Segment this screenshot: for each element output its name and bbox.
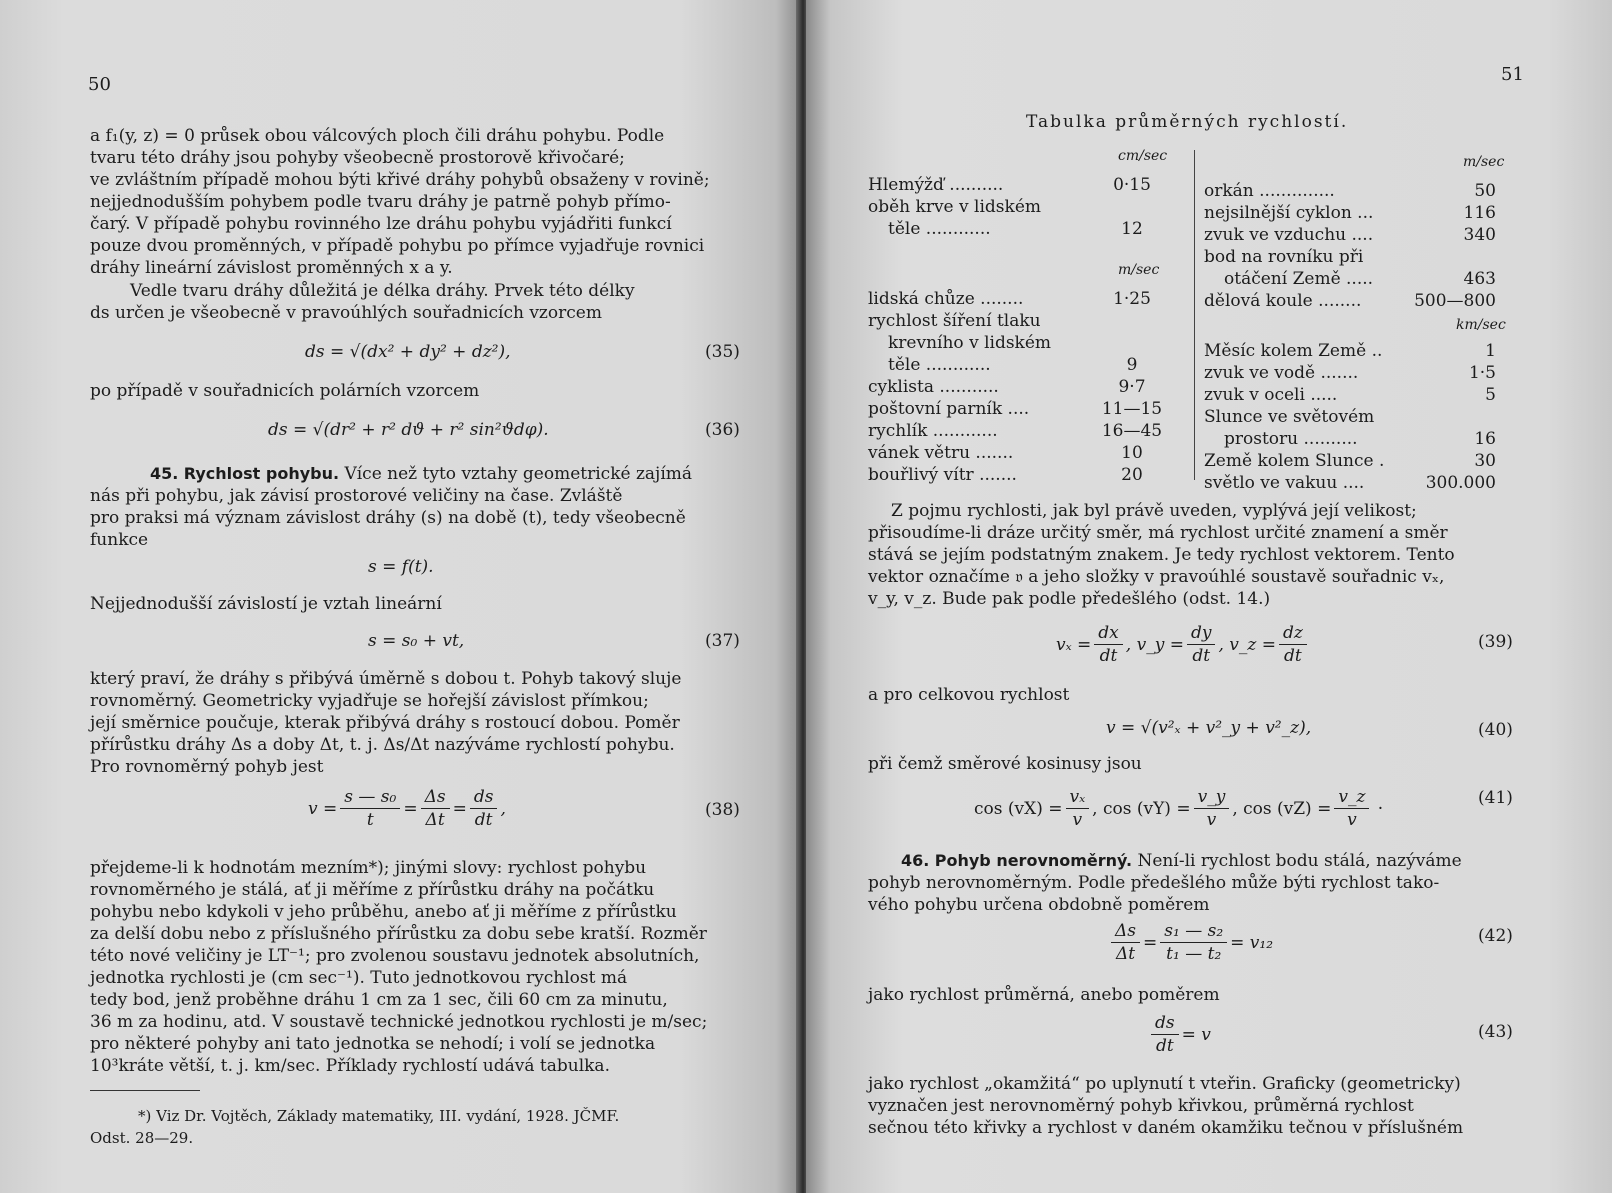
text-line: při čemž směrové kosinusy jsou bbox=[868, 754, 1142, 774]
text-line: Z pojmu rychlosti, jak byl právě uveden, vyplývá její velikost; bbox=[891, 501, 1417, 521]
denominator: dt bbox=[474, 810, 493, 830]
equation-number: (41) bbox=[1478, 788, 1513, 808]
denominator: dt bbox=[1155, 1036, 1174, 1056]
table-row-label: těle ............ bbox=[888, 219, 991, 239]
text-line: funkce bbox=[90, 530, 149, 550]
eq-term: cos (vZ) = bbox=[1243, 798, 1332, 819]
unit-label: km/sec bbox=[1456, 317, 1506, 333]
equation-39: vₓ = $\frac{dx}{dt}$ , v_y = $\frac{dy}{dt}$ , v_z = $\frac{dz}{dt}$ bbox=[1056, 622, 1310, 667]
table-row-value: 30 bbox=[1474, 451, 1496, 471]
table-row-label: těle ............ bbox=[888, 355, 991, 375]
table-row-label: Slunce ve světovém bbox=[1204, 407, 1375, 427]
section-text: Není-li rychlost bodu stálá, nazýváme bbox=[1137, 851, 1462, 871]
table-row-label: poštovní parník .... bbox=[868, 399, 1030, 419]
numerator: Δs bbox=[1111, 920, 1140, 943]
denominator: v bbox=[1347, 810, 1357, 830]
numerator: dz bbox=[1279, 622, 1307, 645]
fraction bbox=[1194, 786, 1230, 831]
table-row-label: orkán .............. bbox=[1204, 181, 1335, 201]
table-row-value: 1·5 bbox=[1468, 363, 1496, 383]
section-heading-45 bbox=[150, 463, 692, 485]
table-row-label: rychlík ............ bbox=[868, 421, 998, 441]
text-line: ds určen je všeobecně v pravoúhlých souřadnicích vzorcem bbox=[90, 303, 602, 323]
footnote-line: *) Viz Dr. Vojtěch, Základy matematiky, III. vydání, 1928. JČMF. bbox=[138, 1107, 620, 1125]
equation-41: cos (vX) = $\frac{\text{vₓ}}{v}$ , cos (vY) = $\frac{v\_y}{v}$ , cos (vZ) = $\frac{v\_z}{v}$ · bbox=[974, 787, 1384, 830]
text-line: jako rychlost „okamžitá“ po uplynutí t vteřin. Graficky (geometricky) bbox=[868, 1074, 1461, 1094]
text-line: přisoudíme-li dráze určitý směr, má rychlost určité znamení a směr bbox=[868, 523, 1448, 543]
text-line: pohyb nerovnoměrným. Podle předešlého může býti rychlost tako- bbox=[868, 873, 1440, 893]
table-row-value: 16 bbox=[1474, 429, 1496, 449]
table-row-label: nejsilnější cyklon ... bbox=[1204, 203, 1374, 223]
left-page bbox=[0, 0, 800, 1193]
footnote-line: Odst. 28—29. bbox=[90, 1129, 194, 1147]
table-row-value: 1·25 bbox=[1113, 289, 1151, 309]
text-line: Vedle tvaru dráhy důležitá je délka dráhy. Prvek této délky bbox=[130, 281, 635, 301]
eq-term: v_z = bbox=[1229, 634, 1276, 655]
table-row-label: oběh krve v lidském bbox=[868, 197, 1041, 217]
table-row-label: otáčení Země ..... bbox=[1224, 269, 1374, 289]
footnote-rule bbox=[90, 1090, 200, 1091]
table-row-label: světlo ve vakuu .... bbox=[1204, 473, 1365, 493]
eq-term: v_y = bbox=[1136, 634, 1184, 655]
text-line: pohybu nebo kdykoli v jeho průběhu, anebo ať ji měříme z přírůstku bbox=[90, 902, 677, 922]
denominator: dt bbox=[1192, 646, 1211, 666]
text-line: jednotka rychlosti je (cm sec⁻¹). Tuto jednotkovou rychlost má bbox=[90, 968, 628, 988]
table-title: Tabulka průměrných rychlostí. bbox=[1026, 112, 1349, 132]
table-row-label: lidská chůze ........ bbox=[868, 289, 1024, 309]
equation-number: (42) bbox=[1478, 926, 1513, 946]
denominator: v bbox=[1072, 810, 1083, 830]
fraction bbox=[1151, 1012, 1179, 1057]
denominator: dt bbox=[1284, 646, 1302, 666]
section-title: Rychlost pohybu. bbox=[183, 464, 340, 483]
fraction bbox=[340, 786, 400, 831]
denominator: t₁ — t₂ bbox=[1166, 944, 1222, 964]
eq-term: cos (vY) = bbox=[1102, 798, 1191, 819]
text-line: a pro celkovou rychlost bbox=[868, 685, 1070, 705]
table-row-label: zvuk ve vodě ....... bbox=[1204, 363, 1359, 383]
section-heading-46 bbox=[901, 850, 1462, 872]
numerator: Δs bbox=[421, 786, 450, 809]
eq-term: = v₁₂ bbox=[1230, 932, 1274, 953]
text-line: pro některé pohyby ani tato jednotka se nehodí; i volí se jednotka bbox=[90, 1034, 656, 1054]
fraction bbox=[1279, 622, 1307, 667]
text-line: dráhy lineární závislost proměnných x a y. bbox=[90, 258, 453, 278]
equation-number: (37) bbox=[705, 631, 740, 651]
table-row-value: 9·7 bbox=[1118, 377, 1146, 397]
text-line: nejjednodušším pohybem podle tvaru dráhy je patrně pohyb přímo- bbox=[90, 192, 671, 212]
text-line: tedy bod, jenž proběhne dráhu 1 cm za 1 sec, čili 60 cm za minutu, bbox=[90, 990, 668, 1010]
eq-term: cos (vX) = bbox=[974, 798, 1063, 819]
text-line: této nové veličiny je LT⁻¹; pro zvolenou soustavu jednotek absolutních, bbox=[90, 946, 700, 966]
denominator: Δt bbox=[1115, 944, 1136, 964]
equation-40: v = √(v²ₓ + v²_y + v²_z), bbox=[1106, 718, 1312, 738]
numerator: s — s₀ bbox=[340, 786, 400, 809]
table-row-label: zvuk v oceli ..... bbox=[1204, 385, 1338, 405]
table-row-value: 463 bbox=[1463, 269, 1496, 289]
equation-42: $\frac{\Delta s}{\Delta t}$ = $\frac{\text{s₁ — s₂}}{\text{t₁ — t₂}}$ = v₁₂ bbox=[1108, 920, 1273, 965]
section-text: Více než tyto vztahy geometrické zajímá bbox=[344, 464, 693, 484]
table-row-value: 20 bbox=[1121, 465, 1143, 485]
table-row-label: rychlost šíření tlaku bbox=[868, 311, 1041, 331]
equation-35: ds = √(dx² + dy² + dz²), bbox=[305, 342, 511, 362]
table-row-label: bouřlivý vítr ....... bbox=[868, 465, 1017, 485]
equation-38: v = $\frac{\text{s — s₀}}{t}$ = $\frac{\Delta s}{\Delta t}$ = $\frac{ds}{dt}$ , bbox=[308, 787, 506, 830]
text-line: vého pohybu určena obdobně poměrem bbox=[868, 895, 1210, 915]
table-row-value: 10 bbox=[1121, 443, 1143, 463]
text-line: po případě v souřadnicích polárních vzorcem bbox=[90, 381, 480, 401]
equation-s-f-t: s = f(t). bbox=[368, 557, 434, 577]
numerator: ds bbox=[470, 786, 498, 809]
text-line: jako rychlost průměrná, anebo poměrem bbox=[868, 985, 1220, 1005]
equation-43 bbox=[1148, 1012, 1211, 1057]
text-line: v_y, v_z. Bude pak podle předešlého (odst. 14.) bbox=[868, 589, 1271, 609]
table-row-label: zvuk ve vzduchu .... bbox=[1204, 225, 1374, 245]
right-page bbox=[806, 0, 1612, 1193]
section-number: 45. bbox=[150, 464, 179, 483]
table-divider bbox=[1194, 150, 1195, 480]
fraction bbox=[1187, 622, 1216, 667]
text-line: 10³kráte větší, t. j. km/sec. Příklady rychlostí udává tabulka. bbox=[90, 1056, 610, 1076]
equation-number: (43) bbox=[1478, 1022, 1513, 1042]
text-line: Pro rovnoměrný pohyb jest bbox=[90, 757, 324, 777]
table-row-value: 116 bbox=[1463, 203, 1496, 223]
numerator: v_y bbox=[1194, 786, 1230, 809]
denominator: v bbox=[1206, 810, 1217, 830]
numerator: dx bbox=[1094, 622, 1122, 645]
equation-number: (40) bbox=[1478, 720, 1513, 740]
section-number: 46. bbox=[901, 851, 930, 870]
table-row-value: 11—15 bbox=[1101, 399, 1163, 419]
numerator: v_z bbox=[1334, 786, 1369, 809]
numerator: s₁ — s₂ bbox=[1160, 920, 1227, 943]
text-line: přírůstku dráhy Δs a doby Δt, t. j. Δs/Δt nazýváme rychlostí pohybu. bbox=[90, 735, 675, 755]
text-line: ve zvláštním případě mohou býti křivé dráhy pohybů obsaženy v rovině; bbox=[90, 170, 710, 190]
table-row-label: Země kolem Slunce . bbox=[1204, 451, 1385, 471]
section-title: Pohyb nerovnoměrný. bbox=[934, 851, 1133, 870]
table-row-label: krevního v lidském bbox=[888, 333, 1052, 353]
fraction bbox=[1160, 920, 1227, 965]
text-line: čarý. V případě pohybu rovinného lze dráhu pohybu vyjádřiti funkcí bbox=[90, 214, 672, 234]
denominator: Δt bbox=[425, 810, 445, 830]
equation-36: ds = √(dr² + r² dϑ + r² sin²ϑdφ). bbox=[268, 420, 549, 440]
text-line: za delší dobu nebo z příslušného přírůstku za dobu sebe kratší. Rozměr bbox=[90, 924, 707, 944]
table-row-value: 1 bbox=[1485, 341, 1496, 361]
numerator: ds bbox=[1151, 1012, 1179, 1035]
text-line: pouze dvou proměnných, v případě pohybu po přímce vyjadřuje rovnici bbox=[90, 236, 705, 256]
unit-label: m/sec bbox=[1118, 262, 1160, 278]
table-row-value: 5 bbox=[1485, 385, 1496, 405]
text-line: 36 m za hodinu, atd. V soustavě technické jednotkou rychlosti je m/sec; bbox=[90, 1012, 708, 1032]
fraction bbox=[1334, 786, 1369, 831]
fraction bbox=[1111, 920, 1140, 965]
page-number: 50 bbox=[88, 74, 111, 95]
eq-term: vₓ = bbox=[1056, 634, 1092, 655]
text-line: sečnou této křivky a rychlost v daném okamžiku tečnou v příslušném bbox=[868, 1118, 1464, 1138]
text-line: vyznačen jest nerovnoměrný pohyb křivkou, průměrná rychlost bbox=[868, 1096, 1414, 1116]
text-line: rovnoměrný. Geometricky vyjadřuje se hořejší závislost přímkou; bbox=[90, 691, 649, 711]
table-row-value: 0·15 bbox=[1113, 175, 1151, 195]
text-line: tvaru této dráhy jsou pohyby všeobecně prostorově křivočaré; bbox=[90, 148, 625, 168]
table-row-value: 50 bbox=[1474, 181, 1496, 201]
table-row-value: 9 bbox=[1126, 355, 1138, 375]
text-line: stává se jejím podstatným znakem. Je tedy rychlost vektorem. Tento bbox=[868, 545, 1455, 565]
fraction bbox=[470, 786, 498, 831]
denominator: dt bbox=[1099, 646, 1118, 666]
equation-37: s = s₀ + vt, bbox=[368, 631, 465, 651]
equation-number: (38) bbox=[705, 800, 740, 820]
table-row-label: dělová koule ........ bbox=[1204, 291, 1362, 311]
text-line: její směrnice poučuje, kterak přibývá dráhy s rostoucí dobou. Poměr bbox=[90, 713, 680, 733]
fraction bbox=[1066, 786, 1090, 831]
equation-number: (39) bbox=[1478, 632, 1513, 652]
text-line: a f₁(y, z) = 0 průsek obou válcových ploch čili dráhu pohybu. Podle bbox=[90, 126, 665, 146]
numerator: dy bbox=[1187, 622, 1216, 645]
table-row-value: 300.000 bbox=[1425, 473, 1496, 493]
text-line: nás při pohybu, jak závisí prostorové veličiny na čase. Zvláště bbox=[90, 486, 623, 506]
table-row-label: prostoru .......... bbox=[1224, 429, 1358, 449]
table-row-value: 340 bbox=[1463, 225, 1496, 245]
eq-lhs: v = bbox=[308, 798, 338, 819]
unit-label: cm/sec bbox=[1118, 148, 1168, 164]
text-line: pro praksi má význam závislost dráhy (s) na době (t), tedy všeobecně bbox=[90, 508, 686, 528]
text-line: přejdeme-li k hodnotám mezním*); jinými slovy: rychlost pohybu bbox=[90, 858, 647, 878]
equation-number: (36) bbox=[705, 420, 740, 440]
table-row-label: cyklista ........... bbox=[868, 377, 999, 397]
text-line: rovnoměrného je stálá, ať ji měříme z přírůstku dráhy na počátku bbox=[90, 880, 655, 900]
table-row-label: vánek větru ....... bbox=[868, 443, 1014, 463]
fraction bbox=[1094, 622, 1122, 667]
unit-label: m/sec bbox=[1463, 154, 1505, 170]
table-row-label: Hlemýžď .......... bbox=[868, 175, 1004, 195]
table-row-value: 12 bbox=[1121, 219, 1143, 239]
table-row-label: bod na rovníku při bbox=[1204, 247, 1364, 267]
equation-number: (35) bbox=[705, 342, 740, 362]
page-number: 51 bbox=[1501, 64, 1524, 85]
table-row-value: 500—800 bbox=[1414, 291, 1496, 311]
denominator: t bbox=[366, 810, 374, 830]
numerator: vₓ bbox=[1066, 786, 1090, 809]
table-row-label: Měsíc kolem Země .. bbox=[1204, 341, 1383, 361]
text-line: který praví, že dráhy s přibývá úměrně s dobou t. Pohyb takový sluje bbox=[90, 669, 682, 689]
text-line: vektor označíme 𝔳 a jeho složky v pravoúhlé soustavě souřadnic vₓ, bbox=[868, 567, 1445, 587]
eq-term: = v bbox=[1181, 1024, 1211, 1045]
table-row-value: 16—45 bbox=[1101, 421, 1163, 441]
text-line: Nejjednodušší závislostí je vztah lineární bbox=[90, 594, 442, 614]
fraction bbox=[421, 786, 450, 831]
